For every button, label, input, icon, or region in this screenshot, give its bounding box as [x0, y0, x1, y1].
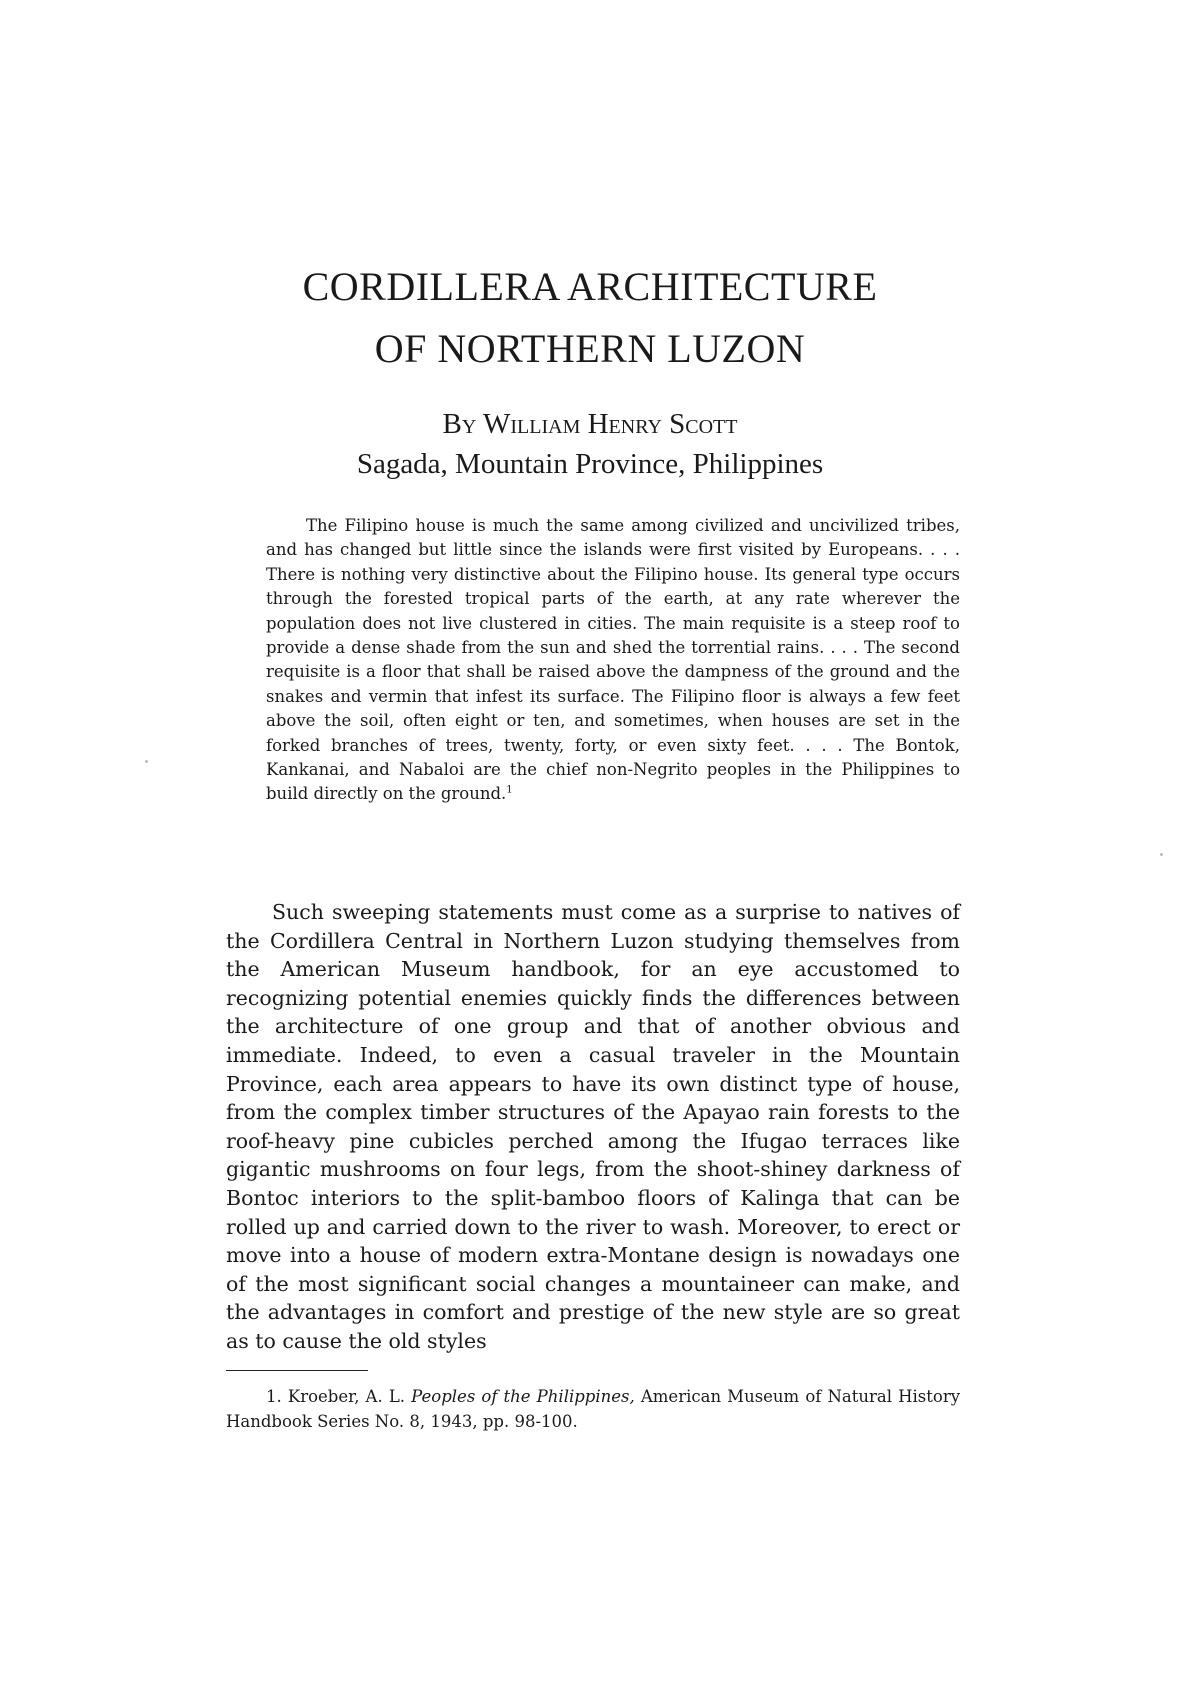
- footnote-divider: [226, 1370, 368, 1371]
- footnote-work-title: Peoples of the Philippines,: [411, 1387, 635, 1406]
- body-paragraph: Such sweeping statements must come as a surprise to natives of the Cordillera Central in Northern Luzon studying themselves from the American Museum handbook, for an eye accustomed to recognizing potential enemies quickly finds the differences between the architecture of one group and that of another obvious and immediate. Indeed, to even a casual traveler in the Mountain Province, each area appears to have its own distinct type of house, from the complex timber structures of the Apayao rain forests to the roof-heavy pine cubicles perched among the Ifugao terraces like gigantic mushrooms on four legs, from the shoot-shiney darkness of Bontoc interiors to the split-bamboo floors of Kalinga that can be rolled up and carried down to the river to wash. Moreover, to erect or move into a house of modern extra-Montane design is nowadays one of the most significant social changes a mountaineer can make, and the advantages in comfort and prestige of the new style are so great as to cause the old styles: [226, 900, 960, 1353]
- author-line: By William Henry Scott: [442, 408, 738, 440]
- title-line-2: OF NORTHERN LUZON: [374, 326, 806, 371]
- epigraph-text: The Filipino house is much the same among civilized and uncivilized tribes, and has changed but little since the islands were first visited by Europeans. . . . There is nothing very distinctive about the Filipino house. Its general type occurs through the forested tropical parts of the earth, at any rate wherever the population does not live clustered in cities. The main requisite is a steep roof to provide a dense shade from the sun and shed the torrential rains. . . . The second requisite is a floor that shall be raised above the dampness of the ground and the snakes and vermin that infest its surface. The Filipino floor is always a few feet above the soil, often eight or ten, and sometimes, when houses are set in the forked branches of trees, twenty, forty, or even sixty feet. . . . The Bontok, Kankanai, and Nabaloi are the chief non-Negrito peoples in the Philippines to build directly on the ground.: [266, 516, 960, 804]
- article-title: [0, 256, 1180, 380]
- scan-speck: [145, 760, 148, 763]
- footnote-details: American Museum of Natural History Handbook Series No. 8, 1943, pp. 98-100.: [226, 1387, 961, 1431]
- byline: [0, 404, 1180, 484]
- scan-speck: [1160, 853, 1163, 856]
- title-line-1: CORDILLERA ARCHITECTURE: [302, 264, 878, 309]
- epigraph-quote: [266, 514, 960, 807]
- footnote: [226, 1384, 960, 1434]
- footnote-marker: 1: [506, 784, 513, 796]
- footnote-author: Kroeber, A. L.: [287, 1387, 406, 1406]
- footnote-number: 1.: [266, 1387, 282, 1406]
- author-location: Sagada, Mountain Province, Philippines: [356, 448, 824, 480]
